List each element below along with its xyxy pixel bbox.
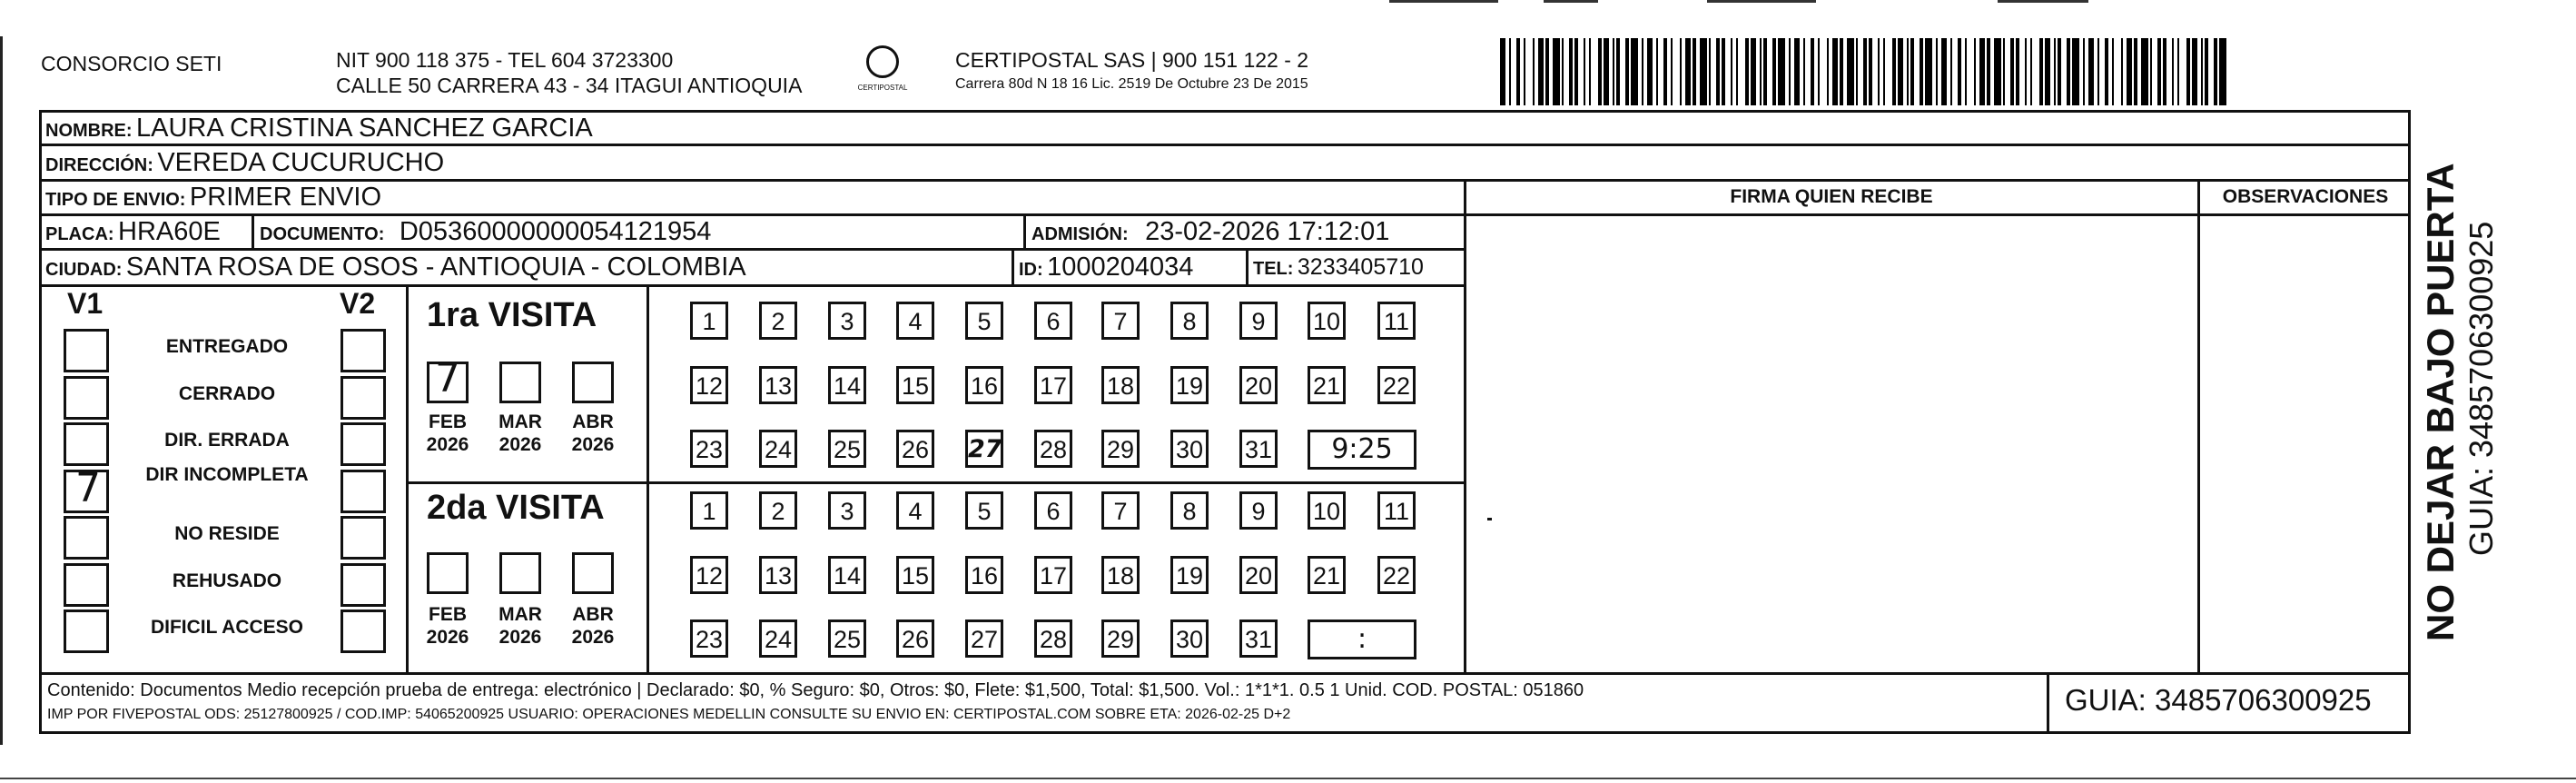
barcode-bar: [2114, 38, 2121, 105]
day-box[interactable]: 17: [1034, 366, 1072, 404]
day-box[interactable]: 1: [690, 491, 728, 530]
month-name: ABR: [572, 604, 614, 625]
v1-checkbox[interactable]: [64, 329, 109, 372]
v2-checkbox[interactable]: [341, 376, 386, 420]
day-box[interactable]: 2: [759, 491, 797, 530]
barcode: [1500, 38, 2226, 105]
col-line-id: [1012, 248, 1014, 286]
day-box[interactable]: 5: [965, 302, 1003, 340]
day-box[interactable]: 26: [896, 619, 934, 658]
barcode-bar: [1847, 38, 1854, 105]
month-label: [489, 603, 552, 649]
v1-checkbox[interactable]: [64, 376, 109, 420]
certipostal-logo: [846, 45, 919, 100]
day-box[interactable]: 28: [1034, 430, 1072, 468]
barcode-bar: [1700, 38, 1707, 105]
v1-label: V1: [67, 287, 104, 320]
day-box[interactable]: 3: [828, 491, 866, 530]
barcode-bar: [2141, 38, 2148, 105]
barcode-bar: [1738, 38, 1745, 105]
month-checkbox[interactable]: [427, 355, 469, 403]
direccion-field: [45, 147, 444, 183]
month-label: [416, 603, 479, 649]
day-box[interactable]: 6: [1034, 491, 1072, 530]
v2-checkbox[interactable]: [341, 610, 386, 653]
day-box[interactable]: 8: [1170, 491, 1209, 530]
barcode-bar: [1925, 38, 1932, 105]
month-year: 2026: [426, 434, 469, 455]
v2-checkbox[interactable]: [341, 329, 386, 372]
day-box[interactable]: 22: [1377, 366, 1416, 404]
month-label: [416, 411, 479, 456]
day-box[interactable]: 20: [1239, 366, 1278, 404]
month-year: 2026: [426, 627, 469, 648]
month-name: MAR: [498, 411, 542, 432]
col-line-placa: [252, 213, 254, 250]
barcode-bar: [1673, 38, 1680, 105]
day-box[interactable]: 23: [690, 619, 728, 658]
month-checkbox[interactable]: [572, 362, 614, 403]
barcode-bar: [2032, 38, 2039, 105]
barcode-bar: [1820, 38, 1827, 105]
side-guia: GUIA: 3485706300925: [2462, 221, 2500, 556]
day-box[interactable]: 21: [1308, 556, 1346, 594]
day-box[interactable]: 18: [1101, 556, 1140, 594]
day-box[interactable]: 29: [1101, 430, 1140, 468]
day-box[interactable]: 14: [828, 366, 866, 404]
month-label: [561, 411, 625, 456]
barcode-bar: [2072, 38, 2079, 105]
day-box[interactable]: 3: [828, 302, 866, 340]
logo-text: CERTIPOSTAL: [857, 84, 908, 92]
scan-edge-top: [0, 0, 2576, 5]
month-checkbox[interactable]: [427, 552, 469, 594]
month-year: 2026: [571, 434, 615, 455]
tel-value: 3233405710: [1297, 254, 1424, 280]
day-box[interactable]: 27: [965, 619, 1003, 658]
barcode-bar: [1994, 38, 2001, 105]
certipostal-line: CERTIPOSTAL SAS | 900 151 122 - 2: [955, 48, 1309, 72]
side-no-dejar: NO DEJAR BAJO PUERTA: [2419, 163, 2462, 641]
v2-checkbox[interactable]: [341, 422, 386, 466]
month-year: 2026: [498, 627, 542, 648]
col-line-firma: [1464, 179, 1466, 674]
day-box[interactable]: 16: [965, 366, 1003, 404]
barcode-bar: [1591, 38, 1598, 105]
day-box[interactable]: 11: [1377, 491, 1416, 530]
time-box[interactable]: :: [1308, 619, 1416, 659]
col-line-guia-footer: [2047, 672, 2049, 734]
day-box[interactable]: 25: [828, 619, 866, 658]
v1-checkbox[interactable]: [64, 422, 109, 466]
month-label: [489, 411, 552, 456]
cause-label: DIR INCOMPLETA: [145, 464, 309, 485]
day-box[interactable]: 26: [896, 430, 934, 468]
license-line: Carrera 80d N 18 16 Lic. 2519 De Octubre 23 De 2015: [955, 76, 1308, 92]
placa-field: [45, 216, 221, 252]
v1-checkbox[interactable]: [64, 610, 109, 653]
day-box[interactable]: 9: [1239, 302, 1278, 340]
barcode-bar: [1885, 38, 1892, 105]
col-line-months: [646, 284, 649, 674]
month-year: 2026: [571, 627, 615, 648]
col-line-tel: [1246, 248, 1249, 286]
v1-checkbox[interactable]: [64, 563, 109, 607]
day-box[interactable]: 31: [1239, 619, 1278, 658]
month-name: FEB: [429, 604, 467, 625]
scan-bottom-edge: [0, 778, 2576, 779]
day-box[interactable]: 4: [896, 302, 934, 340]
day-box[interactable]: 28: [1034, 619, 1072, 658]
admision-label: ADMISIÓN:: [1031, 224, 1129, 244]
barcode-bar: [2179, 38, 2186, 105]
time-box[interactable]: 9:25: [1308, 430, 1416, 470]
day-box[interactable]: 30: [1170, 619, 1209, 658]
admision-field: [1031, 216, 1389, 252]
nombre-value: LAURA CRISTINA SANCHEZ GARCIA: [136, 114, 593, 143]
ink-dot: [1487, 518, 1492, 520]
day-box[interactable]: 27: [965, 430, 1003, 468]
nit-line: NIT 900 118 375 - TEL 604 3723300: [336, 48, 674, 72]
footer-guia: GUIA: 3485706300925: [2065, 683, 2372, 717]
day-box[interactable]: 29: [1101, 619, 1140, 658]
day-box[interactable]: 5: [965, 491, 1003, 530]
day-box[interactable]: 19: [1170, 556, 1209, 594]
v2-checkbox[interactable]: [341, 516, 386, 560]
documento-label: DOCUMENTO:: [260, 224, 385, 244]
ciudad-value: SANTA ROSA DE OSOS - ANTIOQUIA - COLOMBIA: [125, 253, 746, 282]
id-field: [1019, 252, 1193, 287]
v1-checkbox[interactable]: [64, 516, 109, 560]
v1-checkbox[interactable]: [64, 465, 109, 513]
cause-label: REHUSADO: [172, 570, 282, 591]
month-name: ABR: [572, 411, 614, 432]
month-name: MAR: [498, 604, 542, 625]
month-name: FEB: [429, 411, 467, 432]
cause-label: NO RESIDE: [174, 523, 280, 544]
barcode-bar: [1525, 38, 1533, 105]
day-box[interactable]: 13: [759, 556, 797, 594]
day-box[interactable]: 4: [896, 491, 934, 530]
id-value: 1000204034: [1047, 253, 1194, 282]
day-box[interactable]: 2: [759, 302, 797, 340]
address-line: CALLE 50 CARRERA 43 - 34 ITAGUI ANTIOQUIA: [336, 74, 803, 97]
month-check-mark: 7: [435, 355, 460, 401]
visit-divider: [406, 481, 1466, 484]
day-box[interactable]: 17: [1034, 556, 1072, 594]
nombre-label: NOMBRE:: [45, 121, 133, 141]
cause-label: DIR. ERRADA: [164, 430, 290, 451]
tel-field: [1253, 252, 1424, 286]
day-box[interactable]: 11: [1377, 302, 1416, 340]
barcode-bar: [1553, 38, 1560, 105]
day-box[interactable]: 13: [759, 366, 797, 404]
month-label: [561, 603, 625, 649]
day-box[interactable]: 16: [965, 556, 1003, 594]
day-box[interactable]: 30: [1170, 430, 1209, 468]
day-box[interactable]: 12: [690, 556, 728, 594]
nombre-field: [45, 113, 593, 148]
day-box[interactable]: 10: [1308, 491, 1346, 530]
tipo-value: PRIMER ENVIO: [189, 183, 382, 212]
day-box[interactable]: 7: [1101, 302, 1140, 340]
day-box[interactable]: 8: [1170, 302, 1209, 340]
footer-contenido: Contenido: Documentos Medio recepción prueba de entrega: electrónico | Declarado: $0, % Seguro: $0, Otros: $0, Flete: $1,500, Total: $1,500. Vol.: 1*1*1. 0.5 1 Unid. COD. POSTAL: 051860: [47, 680, 1584, 700]
direccion-label: DIRECCIÓN:: [45, 155, 153, 175]
cause-label: CERRADO: [178, 383, 276, 404]
direccion-value: VEREDA CUCURUCHO: [157, 148, 445, 177]
barcode-bar: [1631, 38, 1638, 105]
day-box[interactable]: 25: [828, 430, 866, 468]
day-box[interactable]: 24: [759, 619, 797, 658]
documento-field: [260, 216, 711, 252]
day-box[interactable]: 15: [896, 556, 934, 594]
day-box[interactable]: 9: [1239, 491, 1278, 530]
tipo-label: TIPO DE ENVIO:: [45, 190, 186, 210]
col-line-admision: [1023, 213, 1026, 250]
v2-checkbox[interactable]: [341, 563, 386, 607]
placa-value: HRA60E: [118, 217, 221, 246]
day-box[interactable]: 6: [1034, 302, 1072, 340]
documento-value: D05360000000054121954: [399, 217, 712, 246]
observaciones-header: OBSERVACIONES: [2222, 186, 2389, 207]
ciudad-field: [45, 252, 746, 287]
second-visit-title: 2da VISITA: [427, 489, 605, 527]
day-box[interactable]: 20: [1239, 556, 1278, 594]
id-label: ID:: [1019, 260, 1043, 280]
v2-checkbox[interactable]: [341, 470, 386, 513]
cause-label: DIFICIL ACCESO: [150, 617, 303, 638]
first-visit-title: 1ra VISITA: [427, 296, 597, 334]
barcode-bar: [1778, 38, 1785, 105]
day-box[interactable]: 23: [690, 430, 728, 468]
day-box[interactable]: 19: [1170, 366, 1209, 404]
tipo-field: [45, 182, 381, 217]
day-box[interactable]: 1: [690, 302, 728, 340]
firma-header: FIRMA QUIEN RECIBE: [1730, 186, 1933, 207]
day-box[interactable]: 15: [896, 366, 934, 404]
placa-label: PLACA:: [45, 224, 114, 244]
v1-check-mark: 7: [75, 465, 101, 511]
v2-label: V2: [340, 287, 376, 320]
company-name: CONSORCIO SETI: [41, 52, 222, 75]
barcode-bar: [2219, 38, 2226, 105]
admision-value: 23-02-2026 17:12:01: [1145, 217, 1390, 246]
day-box[interactable]: 10: [1308, 302, 1346, 340]
footer-imp: IMP POR FIVEPOSTAL ODS: 25127800925 / COD.IMP: 54065200925 USUARIO: OPERACIONES MEDELLIN CONSULTE SU ENVIO EN: CERTIPOSTAL.COM SOBRE ETA: 2026-02-25 D+2: [47, 707, 1291, 722]
day-box[interactable]: 12: [690, 366, 728, 404]
col-line-causes: [406, 284, 409, 674]
day-box[interactable]: 14: [828, 556, 866, 594]
col-line-obs: [2197, 179, 2200, 674]
barcode-bar: [1967, 38, 1974, 105]
day-box[interactable]: 21: [1308, 366, 1346, 404]
month-year: 2026: [498, 434, 542, 455]
ciudad-label: CIUDAD:: [45, 260, 123, 280]
day-box[interactable]: 24: [759, 430, 797, 468]
scan-left-edge: [0, 36, 3, 745]
day-box[interactable]: 18: [1101, 366, 1140, 404]
month-checkbox[interactable]: [572, 552, 614, 594]
tel-label: TEL:: [1253, 259, 1294, 279]
day-box[interactable]: 31: [1239, 430, 1278, 468]
logo-circle-icon: [866, 45, 899, 78]
day-box[interactable]: 22: [1377, 556, 1416, 594]
month-checkbox[interactable]: [499, 362, 541, 403]
day-box[interactable]: 7: [1101, 491, 1140, 530]
cause-label: ENTREGADO: [165, 336, 289, 357]
footer-line: [39, 672, 2411, 675]
month-checkbox[interactable]: [499, 552, 541, 594]
